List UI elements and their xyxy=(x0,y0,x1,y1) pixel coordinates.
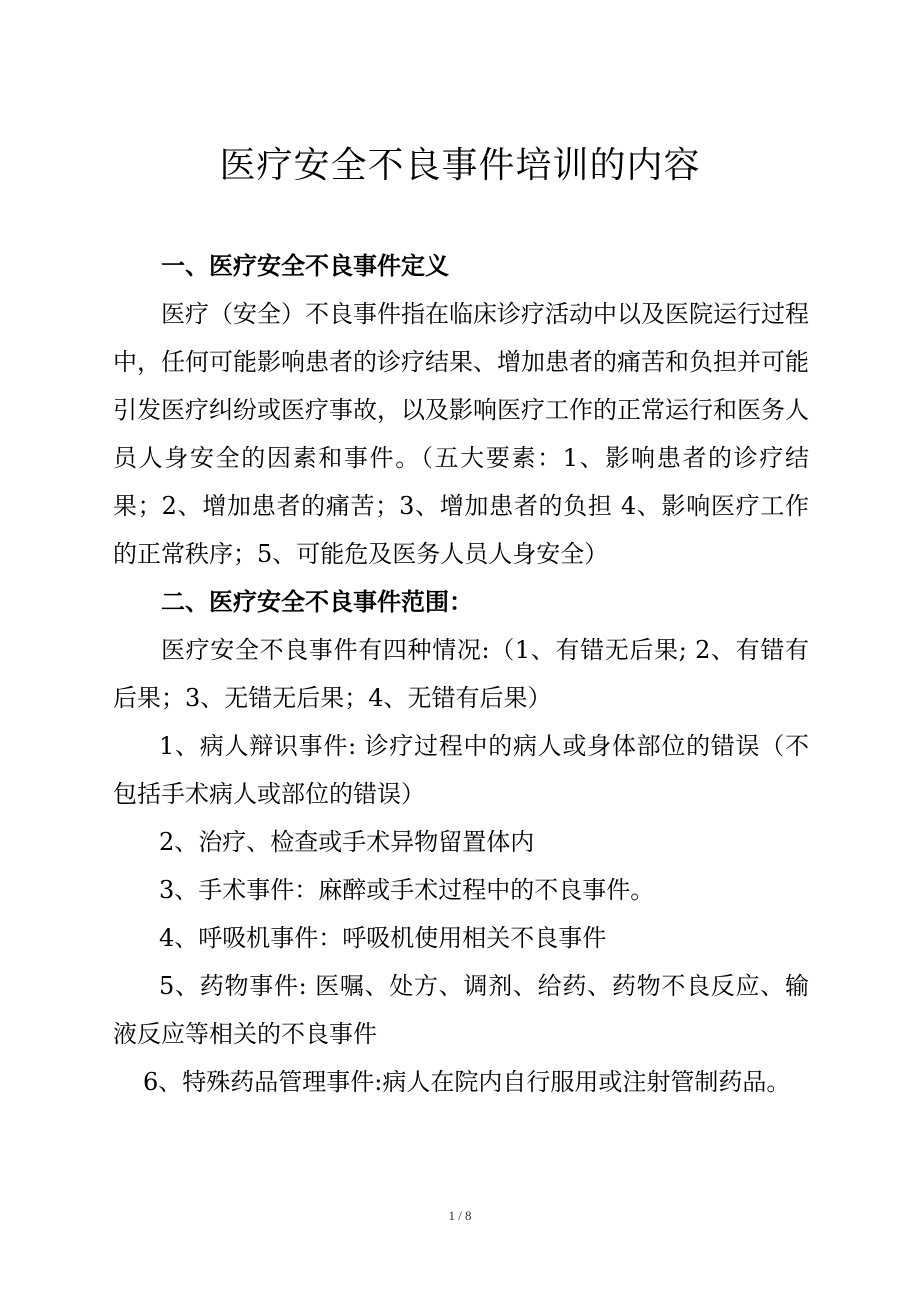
list-item-controlled-drugs: 6、特殊药品管理事件:病人在院内自行服用或注射管制药品。 xyxy=(143,1068,791,1096)
page-number: 1 / 8 xyxy=(448,1208,472,1223)
definition-paragraph: 医疗（安全）不良事件指在临床诊疗活动中以及医院运行过程中，任何可能影响患者的诊疗结果、增加患者的痛苦和负担并可能引发医疗纠纷或医疗事故，以及影响医疗工作的正常运行和医务人员人身安全的因素和事件。（五大要素：1、影响患者的诊疗结果；2、增加患者的痛苦；3、增加患者的负担 4、影响医疗工作的正常秩序；5、可能危及医务人员人身安全） xyxy=(113,300,809,568)
list-item-patient-identification: 1、病人辩识事件: 诊疗过程中的病人或身体部位的错误（不包括手术病人或部位的错误） xyxy=(113,732,809,808)
list-item-surgery: 3、手术事件：麻醉或手术过程中的不良事件。 xyxy=(159,876,655,904)
list-item-foreign-object: 2、治疗、检查或手术异物留置体内 xyxy=(159,828,535,856)
document-title: 医疗安全不良事件培训的内容 xyxy=(219,145,701,186)
list-item-medication: 5、药物事件: 医嘱、处方、调剂、给药、药物不良反应、输液反应等相关的不良事件 xyxy=(113,972,809,1048)
section-heading-scope: 二、医疗安全不良事件范围： xyxy=(161,587,473,616)
section-heading-definition: 一、医疗安全不良事件定义 xyxy=(161,251,449,280)
document-body xyxy=(113,242,809,1106)
scope-paragraph: 医疗安全不良事件有四种情况:（1、有错无后果; 2、有错有后果；3、无错无后果；4、无错有后果） xyxy=(113,636,809,712)
list-item-ventilator: 4、呼吸机事件：呼吸机使用相关不良事件 xyxy=(159,924,607,952)
